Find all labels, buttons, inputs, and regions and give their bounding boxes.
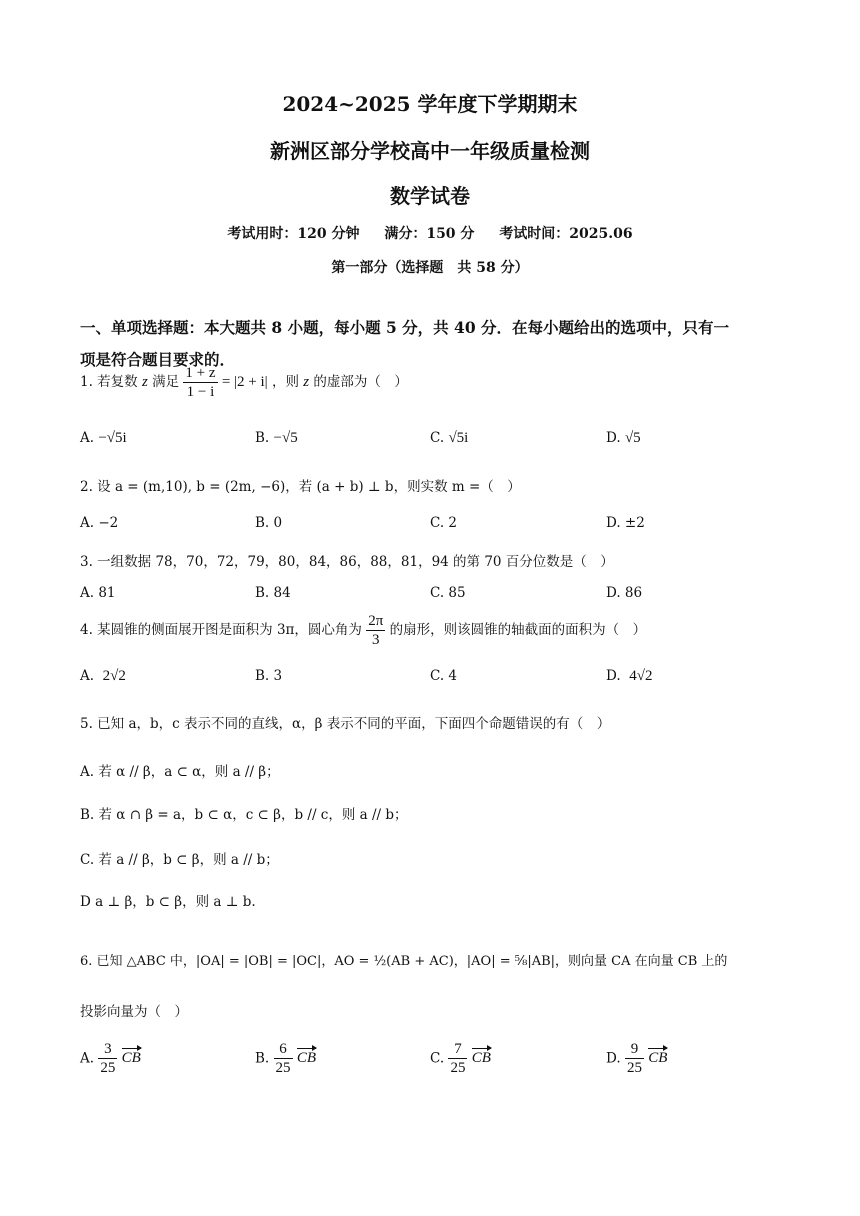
q6-option-c-vector: CB bbox=[471, 1050, 491, 1066]
q6-option-d-label: D. bbox=[606, 1050, 621, 1067]
q6-d-num: 9 bbox=[625, 1040, 644, 1059]
exam-title-subject: 数学试卷 bbox=[390, 184, 470, 208]
q1-option-d[interactable] bbox=[606, 430, 641, 447]
q6-option-a[interactable] bbox=[80, 1040, 141, 1077]
q4-option-b[interactable]: B. 3 bbox=[255, 668, 283, 684]
exam-title-line2: 新洲区部分学校高中一年级质量检测 bbox=[270, 139, 590, 163]
q1-option-a-label: A. bbox=[80, 430, 95, 446]
q1-var-2: z bbox=[303, 374, 310, 390]
q6-option-d-vector: CB bbox=[648, 1050, 668, 1066]
q6-option-b[interactable] bbox=[255, 1040, 316, 1077]
full-score: 满分：150 分 bbox=[384, 226, 475, 242]
q2-option-b[interactable]: B. 0 bbox=[255, 515, 283, 531]
q5-statement-b[interactable]: B. 若 α ∩ β = a，b ⊂ α，c ⊂ β，b // c，则 a // b； bbox=[80, 807, 408, 823]
q3-option-c[interactable]: C. 85 bbox=[430, 585, 466, 601]
q4-option-c[interactable]: C. 4 bbox=[430, 668, 458, 684]
section-instructions-line1: 一、单项选择题：本大题共 8 小题，每小题 5 分，共 40 分．在每小题给出的选项中，只有一 bbox=[80, 318, 730, 337]
q6-option-d-frac bbox=[625, 1040, 644, 1077]
q6-option-b-vector: CB bbox=[296, 1050, 316, 1066]
q4-fraction bbox=[366, 612, 385, 649]
q5-statement-a[interactable]: A. 若 α // β，a ⊂ α，则 a // β； bbox=[80, 764, 280, 780]
q6-option-a-label: A. bbox=[80, 1050, 95, 1067]
q6-option-c[interactable] bbox=[430, 1040, 491, 1077]
q1-var: z bbox=[141, 374, 148, 390]
q1-option-c[interactable] bbox=[430, 430, 468, 447]
q1-option-d-value: √5 bbox=[624, 430, 641, 446]
section-instructions-line2: 项是符合题目要求的． bbox=[80, 350, 236, 369]
q4-option-d[interactable] bbox=[606, 668, 652, 685]
q6-option-c-frac bbox=[448, 1040, 467, 1077]
q1-option-b-label: B. bbox=[255, 430, 270, 446]
q1-option-c-label: C. bbox=[430, 430, 445, 446]
exam-info bbox=[0, 223, 860, 243]
q5-statement-c[interactable]: C. 若 a // β，b ⊂ β，则 a // b； bbox=[80, 852, 279, 868]
q4-option-a[interactable] bbox=[80, 668, 126, 685]
q3-option-b[interactable]: B. 84 bbox=[255, 585, 291, 601]
q4-frac-num: 2π bbox=[368, 613, 384, 629]
q1-suffix: ，则 bbox=[271, 374, 299, 390]
q6-option-b-frac bbox=[274, 1040, 293, 1077]
q1-rhs: = |2 + i| bbox=[221, 374, 268, 390]
q2-option-d[interactable]: D. ±2 bbox=[606, 515, 645, 531]
q1-option-b-value: −√5 bbox=[273, 430, 298, 446]
q4-option-d-label: D. bbox=[606, 668, 621, 684]
q6-a-den: 25 bbox=[100, 1060, 116, 1076]
q1-tail: 的虚部为（ ） bbox=[313, 374, 408, 390]
q6-c-den: 25 bbox=[450, 1060, 466, 1076]
q2-option-a[interactable]: A. −2 bbox=[80, 515, 119, 531]
question-6: 6. 已知 △ABC 中，|OA| = |OB| = |OC|，AO = ½(AB + AC)，|AO| = ⅝|AB|，则向量 CA 在向量 CB 上的 bbox=[80, 954, 728, 969]
q6-option-d[interactable] bbox=[606, 1040, 667, 1077]
question-5: 5. 已知 a，b，c 表示不同的直线，α，β 表示不同的平面，下面四个命题错误的有（ ） bbox=[80, 716, 611, 732]
q5-statement-d[interactable]: D a ⊥ β，b ⊂ β，则 a ⊥ b. bbox=[80, 894, 256, 910]
exam-duration: 考试用时：120 分钟 bbox=[227, 226, 360, 242]
q1-option-c-value: √5i bbox=[448, 430, 469, 446]
q2-option-c[interactable]: C. 2 bbox=[430, 515, 458, 531]
q1-frac-num: 1 + z bbox=[185, 365, 216, 381]
question-4 bbox=[80, 612, 790, 649]
q6-d-den: 25 bbox=[626, 1060, 642, 1076]
q1-fraction bbox=[183, 364, 217, 401]
q1-mid: 满足 bbox=[152, 374, 180, 390]
q1-option-a[interactable] bbox=[80, 430, 127, 447]
q1-option-b[interactable] bbox=[255, 430, 298, 447]
q6-option-c-label: C. bbox=[430, 1050, 445, 1067]
q6-b-num: 6 bbox=[274, 1040, 293, 1059]
q1-frac-den: 1 − i bbox=[186, 384, 215, 400]
q4-text-b: 的扇形，则该圆锥的轴截面的面积为（ ） bbox=[389, 622, 647, 638]
question-1 bbox=[80, 364, 790, 401]
exam-title-line1: 2024~2025 学年度下学期期末 bbox=[282, 92, 578, 116]
q1-option-d-label: D. bbox=[606, 430, 621, 446]
q4-option-d-value: 4√2 bbox=[629, 668, 653, 684]
part-heading: 第一部分（选择题 共 58 分） bbox=[331, 260, 529, 276]
q4-text-a: 4. 某圆锥的侧面展开图是面积为 3π，圆心角为 bbox=[80, 622, 362, 638]
q6-c-num: 7 bbox=[448, 1040, 467, 1059]
q4-option-a-value: 2√2 bbox=[102, 668, 126, 684]
q3-option-a[interactable]: A. 81 bbox=[80, 585, 116, 601]
q1-option-a-value: −√5i bbox=[98, 430, 127, 446]
q4-frac-den: 3 bbox=[372, 632, 380, 648]
q6-a-num: 3 bbox=[98, 1040, 117, 1059]
question-6-line2: 投影向量为（ ） bbox=[80, 1004, 188, 1020]
q3-option-d[interactable]: D. 86 bbox=[606, 585, 643, 601]
q1-prefix: 1. 若复数 bbox=[80, 374, 138, 390]
q4-option-a-label: A. bbox=[80, 668, 95, 684]
q6-option-a-frac bbox=[98, 1040, 117, 1077]
question-2: 2. 设 a = (m,10), b = (2m, −6)，若 (a + b) ⊥ b，则实数 m =（ ） bbox=[80, 479, 521, 495]
question-3: 3. 一组数据 78，70，72，79，80，84，86，88，81，94 的第 70 百分位数是（ ） bbox=[80, 554, 614, 570]
q6-b-den: 25 bbox=[275, 1060, 291, 1076]
q6-option-b-label: B. bbox=[255, 1050, 270, 1067]
exam-date: 考试时间：2025.06 bbox=[499, 226, 633, 242]
q6-option-a-vector: CB bbox=[121, 1050, 141, 1066]
